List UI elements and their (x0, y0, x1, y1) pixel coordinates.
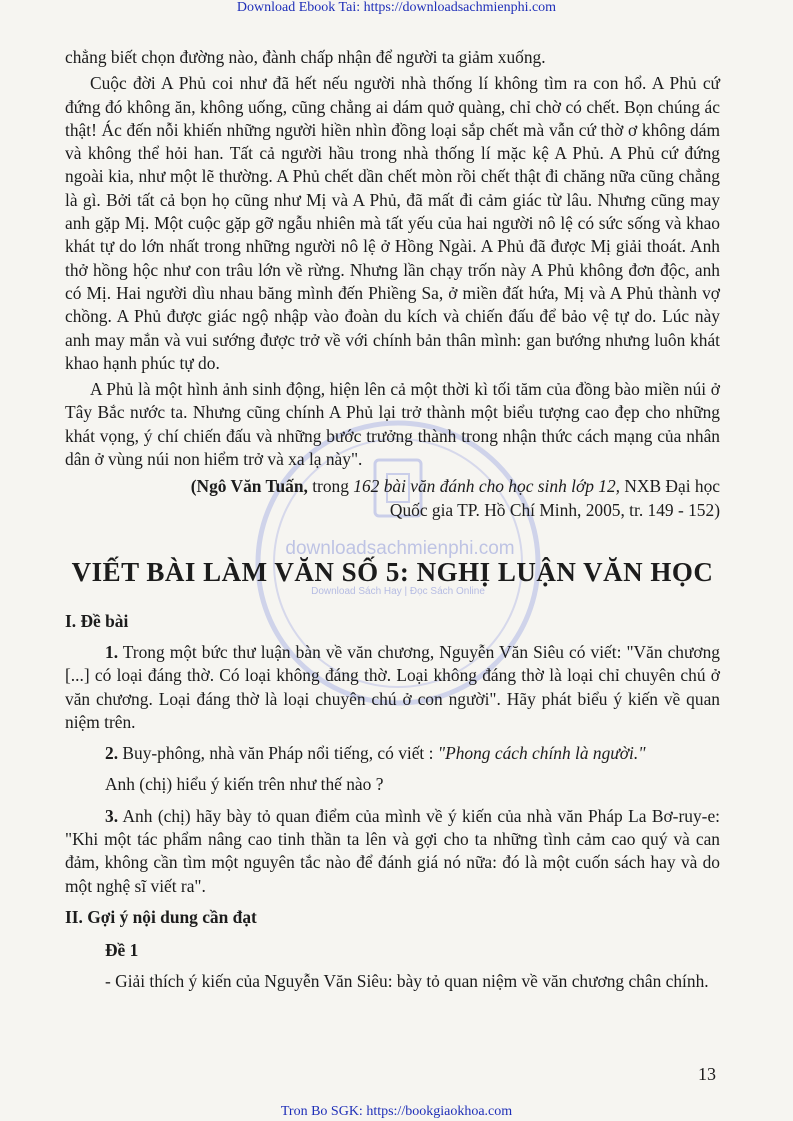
item2-number: 2. (105, 743, 119, 764)
citation-pre: trong (307, 476, 354, 497)
page-content (65, 46, 720, 1001)
paragraph-a-phu-symbol: A Phủ là một hình ảnh sinh động, hiện lên cả một thời kì tối tăm của đồng bào miền núi ở Tây Bắc nước ta. Nhưng cũng chính A Phủ lại trở thành một biểu tượng cao đẹp cho những khát vọng, ý chí chiến đấu và những bước trưởng thành trong nhận thức cách mạng của nhân dân ở vùng núi non hiểm trở và xa lạ này". (65, 379, 720, 470)
item3-number: 3. (105, 805, 119, 826)
topic-item-1 (65, 641, 720, 734)
header-download-link[interactable]: Download Ebook Tai: https://downloadsachmienphi.com (236, 0, 557, 15)
footer-sgk-link[interactable]: Tron Bo SGK: https://bookgiaokhoa.com (280, 1104, 513, 1119)
item1-number: 1. (105, 641, 119, 662)
source-citation (65, 475, 720, 522)
topic-item-3 (65, 805, 720, 898)
paragraph-a-phu-life: Cuộc đời A Phủ coi như đã hết nếu người nhà thống lí không tìm ra con hổ. A Phủ cứ đứng đó không ăn, không uống, cũng chẳng ai dám quở quàng, chỉ chờ có chết. Bọn chúng ác thật! Ác đến nỗi khiến những người hiền nhìn đồng loại sắp chết mà vẫn cứ thờ ơ không dám và không thể hỏi han. Tất cả người hầu trong nhà thống lí mặc kệ A Phủ. A Phủ cứ đứng ngoài kia, như một lẽ thường. A Phủ chết dần chết mòn rồi chết thật đi chăng nữa cũng chẳng là gì. Bởi tất cả bọn họ cũng như Mị và A Phủ, đã mất đi cảm giác từ lâu. Nhưng cũng may anh gặp Mị. Một cuộc gặp gỡ ngẫu nhiên mà tất yếu của hai người nô lệ có sức sống và khao khát tự do lớn nhất trong những người nô lệ ở Hồng Ngài. A Phủ đã được Mị giải thoát. Anh thở hồng hộc như con trâu lớn về rừng. Nhưng lần chạy trốn này A Phủ không đơn độc, anh có Mị. Hai người dìu nhau băng mình đến Phiềng Sa, ở miền đất hứa, Mị và A Phủ thành vợ chồng. A Phủ được giác ngộ nhập vào đoàn du kích và chiến đấu để bảo vệ tự do. Lúc này anh may mắn và vui sướng được trở về với chính bản thân mình: gan bướng nhưng luôn khát khao hạnh phúc tự do. (65, 73, 720, 373)
item2-quote: "Phong cách chính là người." (437, 743, 646, 764)
part2-sub-heading: Đề 1 (105, 939, 139, 960)
topic-item-2-follow: Anh (chị) hiểu ý kiến trên như thế nào ? (105, 774, 384, 795)
item1-text: Trong một bức thư luận bàn về văn chương, Nguyễn Văn Siêu có viết: "Văn chương [...] có loại đáng thờ. Có loại không đáng thờ. Loại không đáng thờ là loại chỉ chuyên chú ở văn chương. Loại đáng thờ là loại chuyên chú ở con người". Hãy phát biểu ý kiến về quan niệm trên. (65, 641, 720, 732)
part1-heading: I. Đề bài (65, 610, 129, 631)
part2-heading: II. Gợi ý nội dung cần đạt (65, 906, 257, 927)
paragraph-continued: chẳng biết chọn đường nào, đành chấp nhận để người ta giảm xuống. (65, 47, 546, 67)
part2-bullet-1: - Giải thích ý kiến của Nguyễn Văn Siêu: bày tỏ quan niệm về văn chương chân chính. (105, 970, 709, 991)
topic-item-2 (65, 742, 720, 765)
item3-text: Anh (chị) hãy bày tỏ quan điểm của mình về ý kiến của nhà văn Pháp La Bơ-ruy-e: "Khi một tác phẩm nâng cao tinh thần ta lên và gợi cho ta những tình cảm cao quý và can đảm, không cần tìm một nguyên tắc nào để đánh giá nó nữa: đó là một cuốn sách hay và do một nghệ sĩ viết ra". (65, 805, 720, 896)
citation-line2: Quốc gia TP. Hồ Chí Minh, 2005, tr. 149 - 152) (389, 499, 720, 520)
citation-book: 162 bài văn đánh cho học sinh lớp 12, (353, 476, 621, 497)
citation-publisher: NXB Đại học (620, 476, 720, 497)
watermark-text: downloadsachmienphi.com (285, 538, 515, 559)
watermark-subtext: Download Sách Hay | Đọc Sách Online (311, 586, 485, 597)
page-number: 13 (698, 1064, 716, 1084)
citation-author: (Ngô Văn Tuấn, (190, 476, 308, 497)
section-title: VIẾT BÀI LÀM VĂN SỐ 5: NGHỊ LUẬN VĂN HỌC (71, 556, 714, 587)
item2-text: Buy-phông, nhà văn Pháp nổi tiếng, có viết : (118, 743, 438, 764)
